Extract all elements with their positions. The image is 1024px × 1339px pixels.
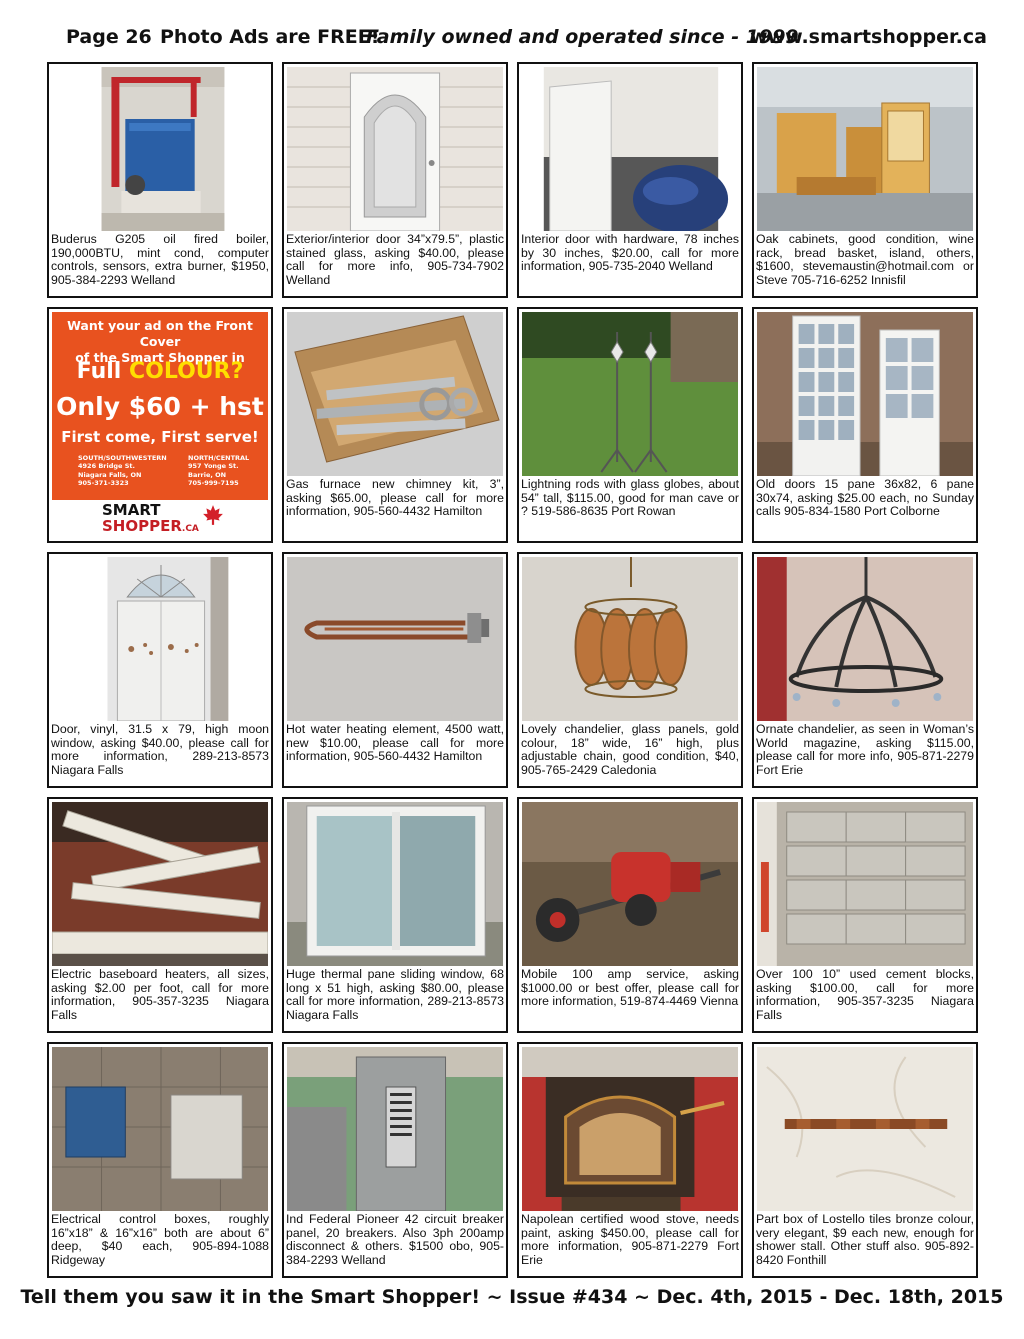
ad-mobile-amp-service[interactable] xyxy=(517,797,743,1033)
ad-breaker-panel[interactable] xyxy=(282,1042,508,1278)
promo-price: Only $60 + hst xyxy=(56,392,264,421)
wood-stove-photo xyxy=(522,1047,738,1211)
ad-chimney-kit[interactable] xyxy=(282,307,508,543)
ad-stained-door[interactable] xyxy=(282,62,508,298)
free-ads-notice: Photo Ads are FREE! xyxy=(160,26,380,48)
ad-description: Exterior/interior door 34”x79.5”, plastic stained glass, asking $40.00, please call for more info, 905-734-7902 Welland xyxy=(286,233,504,287)
chandelier-photo xyxy=(757,557,973,721)
cabinets-photo xyxy=(757,67,973,231)
breaker-panel-photo xyxy=(287,1047,503,1211)
ad-description: Buderus G205 oil fired boiler, 190,000BTU, mint cond, computer controls, sensors, extra burner, $1950, 905-384-2293 Welland xyxy=(51,233,269,287)
ad-tiles[interactable] xyxy=(752,1042,978,1278)
promo-full-colour: Full COLOUR? xyxy=(76,359,244,384)
page-header xyxy=(0,26,1024,56)
ad-description: Lightning rods with glass globes, about 54” tall, $115.00, good for man cave or ? 519-586-8635 Port Rowan xyxy=(521,478,739,519)
promo-headline: Want your ad on the Front Cover of the Smart Shopper in xyxy=(67,318,253,365)
sliding-window-photo xyxy=(287,802,503,966)
ad-old-doors[interactable] xyxy=(752,307,978,543)
ad-description: Old doors 15 pane 36x82, 6 pane 30x74, asking $25.00 each, no Sunday calls 905-834-1580 Port Colborne xyxy=(756,478,974,519)
maple-leaf-icon xyxy=(202,504,224,526)
cement-blocks-photo xyxy=(757,802,973,966)
ad-heating-element[interactable] xyxy=(282,552,508,788)
ad-control-boxes[interactable] xyxy=(47,1042,273,1278)
slogan: Family owned and operated since - 1999 xyxy=(366,26,799,48)
ad-cement-blocks[interactable] xyxy=(752,797,978,1033)
ad-promo[interactable] xyxy=(47,307,273,543)
promo-north-location: NORTH/CENTRAL 957 Yonge St. Barrie, ON 705-999-7195 xyxy=(188,454,250,488)
website-url[interactable]: www.smartshopper.ca xyxy=(750,26,987,48)
ad-description: Part box of Lostello tiles bronze colour, very elegant, $9 each new, enough for shower stall. Other stuff also. 905-892-8420 Fonthill xyxy=(756,1213,974,1267)
ad-description: Huge thermal pane sliding window, 68 long x 51 high, asking $80.00, please call for more information, 289-213-8573 Niagara Falls xyxy=(286,968,504,1022)
ad-chandelier-ornate[interactable] xyxy=(752,552,978,788)
promo-south-location: SOUTH/SOUTHWESTERN 4926 Bridge St. Niagara Falls, ON 905-371-3323 xyxy=(78,454,167,488)
ad-description: Electric baseboard heaters, all sizes, asking $2.00 per foot, call for more information, 905-357-3235 Niagara Falls xyxy=(51,968,269,1022)
ad-description: Lovely chandelier, glass panels, gold colour, 18” wide, 16” high, plus adjustable chain, good condition, $40, 905-765-2429 Caledonia xyxy=(521,723,739,777)
promo-first-come: First come, First serve! xyxy=(61,428,259,446)
page-footer: Tell them you saw it in the Smart Shopper! ~ Issue #434 ~ Dec. 4th, 2015 - Dec. 18th, 2015 xyxy=(20,1286,1004,1308)
lightning-rods-photo xyxy=(522,312,738,476)
ad-description: Interior door with hardware, 78 inches by 30 inches, $20.00, call for more information, 905-735-2040 Welland xyxy=(521,233,739,274)
ad-oak-cabinets[interactable] xyxy=(752,62,978,298)
chandelier-photo xyxy=(522,557,738,721)
ad-chandelier-gold[interactable] xyxy=(517,552,743,788)
ad-description: Electrical control boxes, roughly 16”x18” & 16”x16” both are about 6” deep, $40 each, 905-894-1088 Ridgeway xyxy=(51,1213,269,1267)
ad-description: Ornate chandelier, as seen in Woman’s World magazine, asking $115.00, please call for more info, 905-871-2279 Fort Erie xyxy=(756,723,974,777)
brand-logo: SMART SHOPPER.CA xyxy=(102,501,199,535)
promo-banner xyxy=(52,312,268,538)
boiler-photo xyxy=(52,67,268,231)
vinyl-door-photo xyxy=(52,557,268,721)
door-photo xyxy=(522,67,738,231)
ad-description: Gas furnace new chimney kit, 3”, asking $65.00, please call for more information, 905-560-4432 Hamilton xyxy=(286,478,504,519)
promo-brand xyxy=(52,500,268,538)
control-boxes-photo xyxy=(52,1047,268,1211)
heating-element-photo xyxy=(287,557,503,721)
baseboard-heaters-photo xyxy=(52,802,268,966)
ad-sliding-window[interactable] xyxy=(282,797,508,1033)
ad-description: Oak cabinets, good condition, wine rack, bread basket, island, others, $1600, stevemaustin@hotmail.com or Steve 705-716-6252 Innisfil xyxy=(756,233,974,287)
door-photo xyxy=(287,67,503,231)
old-doors-photo xyxy=(757,312,973,476)
chimney-kit-photo xyxy=(287,312,503,476)
tiles-photo xyxy=(757,1047,973,1211)
ad-lightning-rods[interactable] xyxy=(517,307,743,543)
ad-description: Hot water heating element, 4500 watt, new $10.00, please call for more information, 905-560-4432 Hamilton xyxy=(286,723,504,764)
ads-grid xyxy=(47,62,979,1278)
generator-photo xyxy=(522,802,738,966)
ad-wood-stove[interactable] xyxy=(517,1042,743,1278)
ad-baseboard-heaters[interactable] xyxy=(47,797,273,1033)
page-number: Page 26 xyxy=(66,26,152,48)
ad-description: Over 100 10” used cement blocks, asking $100.00, call for more information, 905-357-3235 Niagara Falls xyxy=(756,968,974,1022)
ad-boiler[interactable] xyxy=(47,62,273,298)
ad-description: Ind Federal Pioneer 42 circuit breaker panel, 20 breakers. Also 3ph 200amp disconnect & others. $1500 obo, 905-384-2293 Welland xyxy=(286,1213,504,1267)
ad-interior-door[interactable] xyxy=(517,62,743,298)
ad-vinyl-door[interactable] xyxy=(47,552,273,788)
ad-description: Door, vinyl, 31.5 x 79, high moon window, asking $40.00, please call for more information, 289-213-8573 Niagara Falls xyxy=(51,723,269,777)
ad-description: Napolean certified wood stove, needs paint, asking $450.00, please call for more information, 905-871-2279 Fort Erie xyxy=(521,1213,739,1267)
ad-description: Mobile 100 amp service, asking $1000.00 or best offer, please call for more information, 519-874-4469 Vienna xyxy=(521,968,739,1009)
